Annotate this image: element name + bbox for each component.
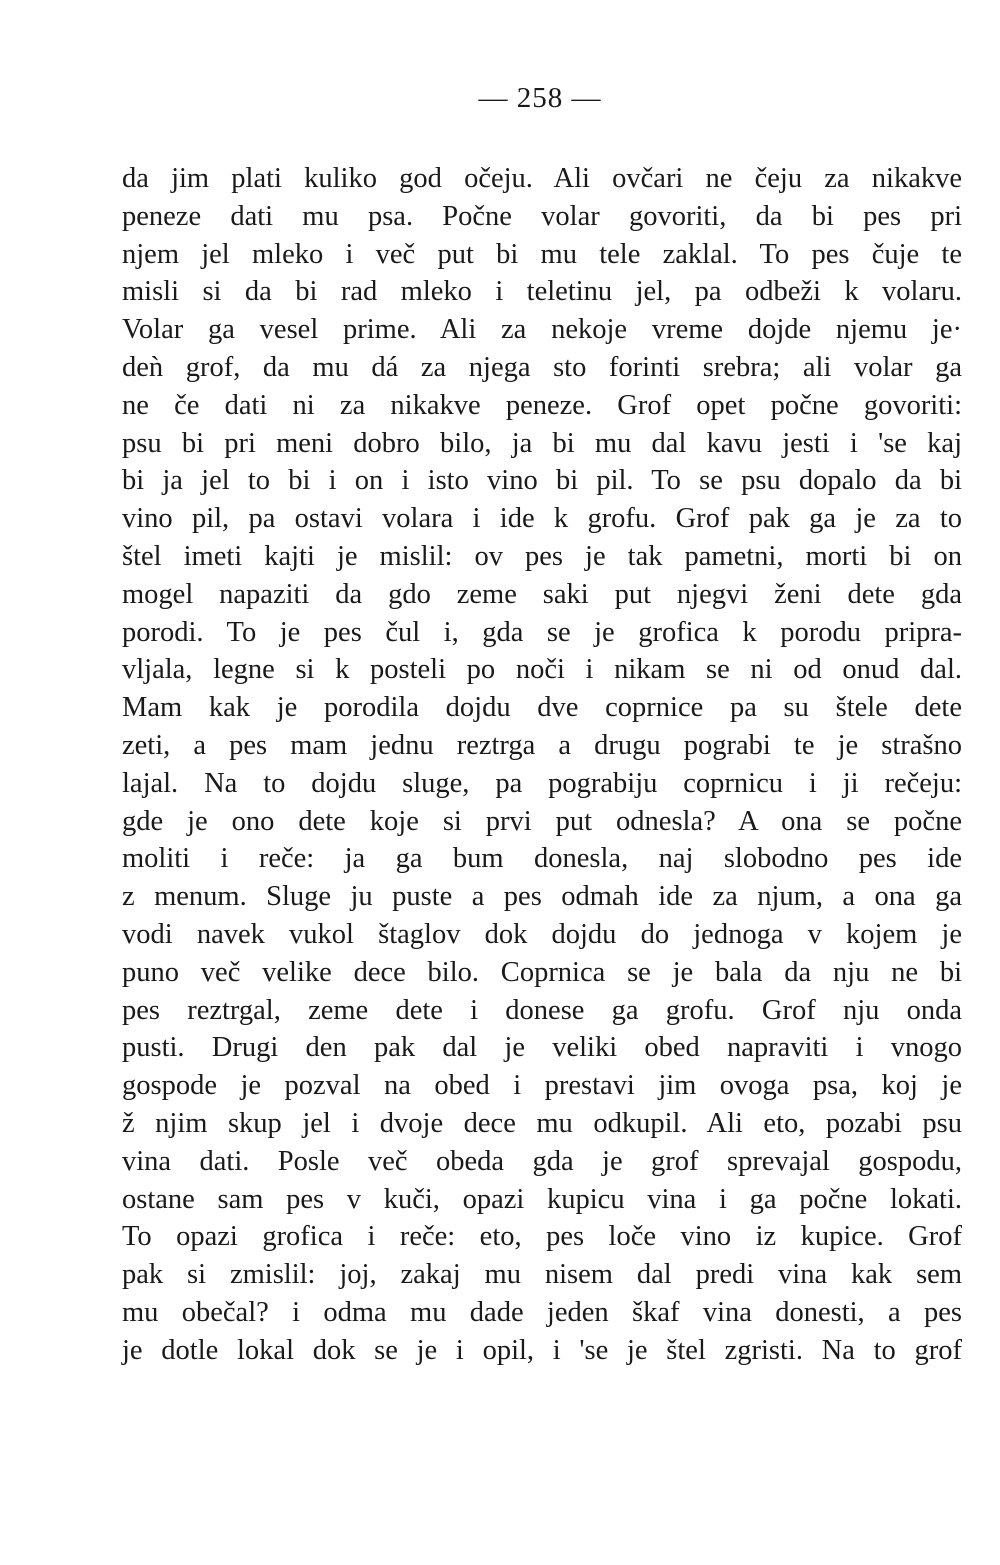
text-line: lajal. Na to dojdu sluge, pa pograbiju coprnicu i ji rečeju:	[122, 767, 962, 799]
text-line: da jim plati kuliko god očeju. Ali ovčari ne čeju za nikakve	[122, 163, 962, 194]
text-line: štel imeti kajti je mislil: ov pes je tak pametni, morti bi on	[122, 540, 962, 572]
text-line: zeti, a pes mam jednu reztrga a drugu pograbi te je strašno	[122, 729, 962, 761]
body-text	[122, 160, 962, 1370]
text-line: porodi. To je pes čul i, gda se je grofica k porodu pripra-	[122, 616, 962, 648]
text-line: ostane sam pes v kuči, opazi kupicu vina i ga počne lokati.	[122, 1183, 962, 1215]
text-line: mogel napaziti da gdo zeme saki put njegvi ženi dete gda	[122, 578, 962, 610]
text-line: z menum. Sluge ju puste a pes odmah ide za njum, a ona ga	[122, 881, 962, 913]
text-line: mu obečal? i odma mu dade jeden škaf vina donesti, a pes	[122, 1296, 962, 1328]
text-line: puno več velike dece bilo. Coprnica se je bala da nju ne bi	[122, 956, 962, 988]
text-line: gde je ono dete koje si prvi put odnesla? A ona se počne	[122, 805, 962, 837]
text-line: vino pil, pa ostavi volara i ide k grofu. Grof pak ga je za to	[122, 503, 962, 535]
text-line: Mam kak je porodila dojdu dve coprnice pa su štele dete	[122, 692, 962, 724]
text-line: pak si zmislil: joj, zakaj mu nisem dal predi vina kak sem	[122, 1259, 962, 1291]
text-line: deǹ grof, da mu dá za njega sto forinti srebra; ali volar ga	[122, 351, 962, 383]
text-line: je dotle lokal dok se je i opil, i 'se je štel zgristi. Na to grof	[122, 1334, 962, 1366]
text-line: Volar ga vesel prime. Ali za nekoje vreme dojde njemu je·	[122, 314, 962, 346]
text-line: njem jel mleko i več put bi mu tele zaklal. To pes čuje te	[122, 238, 962, 270]
text-line: gospode je pozval na obed i prestavi jim ovoga psa, koj je	[122, 1070, 962, 1102]
text-line: psu bi pri meni dobro bilo, ja bi mu dal kavu jesti i 'se kaj	[122, 427, 962, 459]
text-line: pes reztrgal, zeme dete i donese ga grofu. Grof nju onda	[122, 994, 962, 1026]
text-line: misli si da bi rad mleko i teletinu jel, pa odbeži k volaru.	[122, 276, 962, 308]
text-line: ž njim skup jel i dvoje dece mu odkupil. Ali eto, pozabi psu	[122, 1107, 962, 1139]
text-line: vodi navek vukol štaglov dok dojdu do jednoga v kojem je	[122, 918, 962, 950]
text-line: bi ja jel to bi i on i isto vino bi pil. To se psu dopalo da bi	[122, 465, 962, 497]
text-line: peneze dati mu psa. Počne volar govoriti, da bi pes pri	[122, 200, 962, 232]
text-line: vljala, legne si k posteli po noči i nikam se ni od onud dal.	[122, 654, 962, 686]
text-line: ne če dati ni za nikakve peneze. Grof opet počne govoriti:	[122, 389, 962, 421]
page-number: — 258 —	[478, 82, 602, 114]
text-line: To opazi grofica i reče: eto, pes loče vino iz kupice. Grof	[122, 1221, 962, 1253]
text-line: moliti i reče: ja ga bum donesla, naj slobodno pes ide	[122, 843, 962, 875]
text-line: pusti. Drugi den pak dal je veliki obed napraviti i vnogo	[122, 1032, 962, 1064]
text-line: vina dati. Posle več obeda gda je grof sprevajal gospodu,	[122, 1145, 962, 1177]
